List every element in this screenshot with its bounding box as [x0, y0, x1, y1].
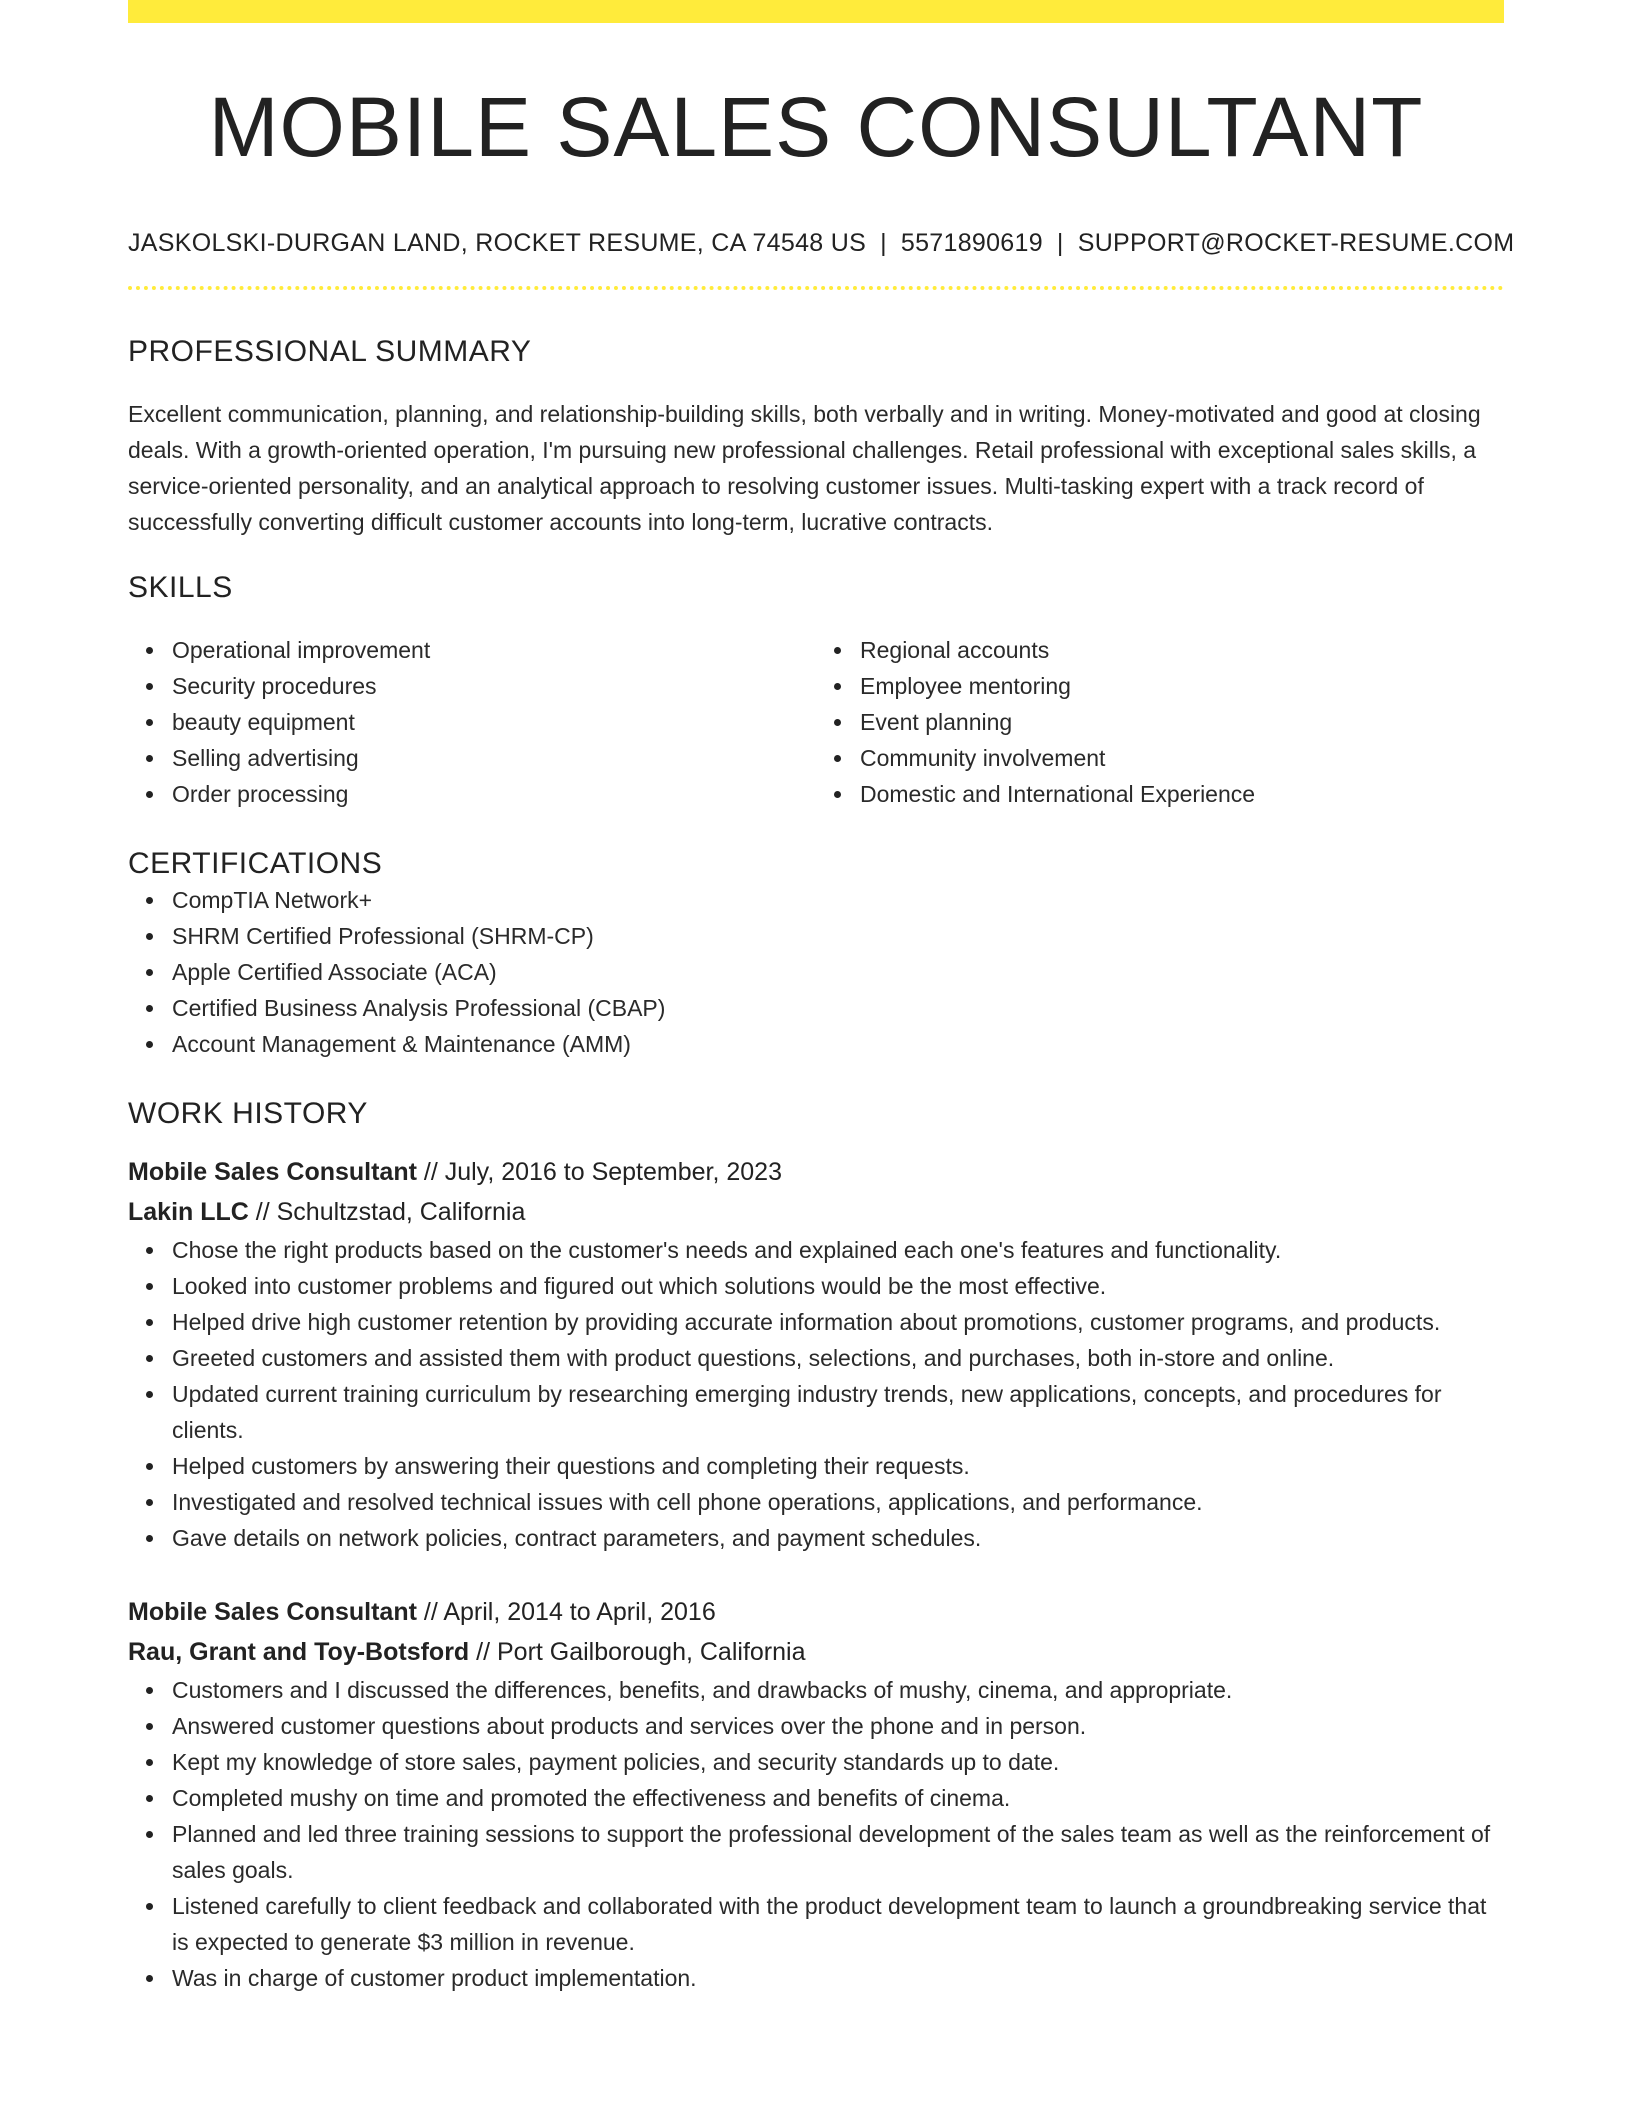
skill-item: Operational improvement — [172, 632, 816, 668]
dotted-divider — [128, 286, 1504, 290]
job-duty-item: Chose the right products based on the customer's needs and explained each one's features and functionality. — [172, 1232, 1504, 1268]
skill-item: Regional accounts — [860, 632, 1504, 668]
job-company-line — [128, 1192, 1504, 1232]
skill-item: Selling advertising — [172, 740, 816, 776]
certification-item: Certified Business Analysis Professional (CBAP) — [172, 990, 1504, 1026]
job-role: Mobile Sales Consultant — [128, 1158, 417, 1187]
skills-column-left — [128, 632, 816, 812]
skills-list-right — [816, 632, 1504, 812]
job-duty-item: Kept my knowledge of store sales, payment policies, and security standards up to date. — [172, 1744, 1504, 1780]
job-company: Lakin LLC — [128, 1198, 249, 1227]
job-duty-item: Updated current training curriculum by researching emerging industry trends, new applications, concepts, and procedures for clients. — [172, 1376, 1504, 1448]
skill-item: Domestic and International Experience — [860, 776, 1504, 812]
job-dates: // July, 2016 to September, 2023 — [416, 1158, 782, 1187]
certifications-list — [128, 882, 1504, 1062]
skill-item: Community involvement — [860, 740, 1504, 776]
job-duty-item: Helped customers by answering their questions and completing their requests. — [172, 1448, 1504, 1484]
job-duties-list — [128, 1672, 1504, 1996]
job-role: Mobile Sales Consultant — [128, 1598, 417, 1627]
section-title-skills: SKILLS — [128, 571, 233, 605]
contact-address: JASKOLSKI-DURGAN LAND, ROCKET RESUME, CA 74548 US — [128, 229, 867, 258]
job-location: // Schultzstad, California — [248, 1198, 526, 1227]
job-dates: // April, 2014 to April, 2016 — [416, 1598, 716, 1627]
section-title-summary: PROFESSIONAL SUMMARY — [128, 335, 532, 369]
skills-grid — [128, 632, 1504, 812]
contact-email[interactable]: SUPPORT@ROCKET-RESUME.COM — [1077, 229, 1515, 258]
certification-item: SHRM Certified Professional (SHRM-CP) — [172, 918, 1504, 954]
job-location: // Port Gailborough, California — [469, 1638, 806, 1667]
resume-title: MOBILE SALES CONSULTANT — [208, 80, 1424, 174]
accent-top-bar — [128, 0, 1504, 23]
skill-item: beauty equipment — [172, 704, 816, 740]
job-duty-item: Planned and led three training sessions to support the professional development of the sales team as well as the reinforcement of sales goals. — [172, 1816, 1504, 1888]
section-title-work-history: WORK HISTORY — [128, 1097, 368, 1131]
job-duty-item: Investigated and resolved technical issues with cell phone operations, applications, and performance. — [172, 1484, 1504, 1520]
skill-item: Event planning — [860, 704, 1504, 740]
job-duty-item: Was in charge of customer product implementation. — [172, 1960, 1504, 1996]
contact-line — [128, 229, 1515, 258]
skill-item: Order processing — [172, 776, 816, 812]
contact-phone[interactable]: 5571890619 — [900, 229, 1043, 258]
job-duty-item: Listened carefully to client feedback and collaborated with the product development team to launch a groundbreaking service that is expected to generate $3 million in revenue. — [172, 1888, 1504, 1960]
skills-list-left — [128, 632, 816, 812]
skill-item: Employee mentoring — [860, 668, 1504, 704]
section-title-certifications: CERTIFICATIONS — [128, 847, 383, 881]
job-company: Rau, Grant and Toy-Botsford — [128, 1638, 470, 1667]
job-duty-item: Greeted customers and assisted them with product questions, selections, and purchases, both in-store and online. — [172, 1340, 1504, 1376]
contact-separator: | — [1056, 229, 1064, 258]
job-role-line — [128, 1152, 1504, 1192]
job-duties-list — [128, 1232, 1504, 1556]
job-company-line — [128, 1632, 1504, 1672]
certification-item: Apple Certified Associate (ACA) — [172, 954, 1504, 990]
contact-separator: | — [880, 229, 887, 258]
job-duty-item: Looked into customer problems and figured out which solutions would be the most effective. — [172, 1268, 1504, 1304]
skill-item: Security procedures — [172, 668, 816, 704]
resume-page — [128, 0, 1515, 1996]
certification-item: Account Management & Maintenance (AMM) — [172, 1026, 1504, 1062]
job-duty-item: Gave details on network policies, contract parameters, and payment schedules. — [172, 1520, 1504, 1556]
job-duty-item: Customers and I discussed the differences, benefits, and drawbacks of mushy, cinema, and appropriate. — [172, 1672, 1504, 1708]
certification-item: CompTIA Network+ — [172, 882, 1504, 918]
job-duty-item: Completed mushy on time and promoted the effectiveness and benefits of cinema. — [172, 1780, 1504, 1816]
skills-column-right — [816, 632, 1504, 812]
job-duty-item: Answered customer questions about products and services over the phone and in person. — [172, 1708, 1504, 1744]
job-role-line — [128, 1592, 1504, 1632]
summary-text: Excellent communication, planning, and relationship-building skills, both verbally and in writing. Money-motivated and good at closing deals. With a growth-oriented operation, I'm pursuing new professional challenges. Retail professional with exceptional sales skills, a service-oriented personality, and an analytical approach to resolving customer issues. Multi-tasking expert with a track record of successfully converting difficult customer accounts into long-term, lucrative contracts. — [128, 401, 1481, 536]
job-duty-item: Helped drive high customer retention by providing accurate information about promotions, customer programs, and products. — [172, 1304, 1504, 1340]
